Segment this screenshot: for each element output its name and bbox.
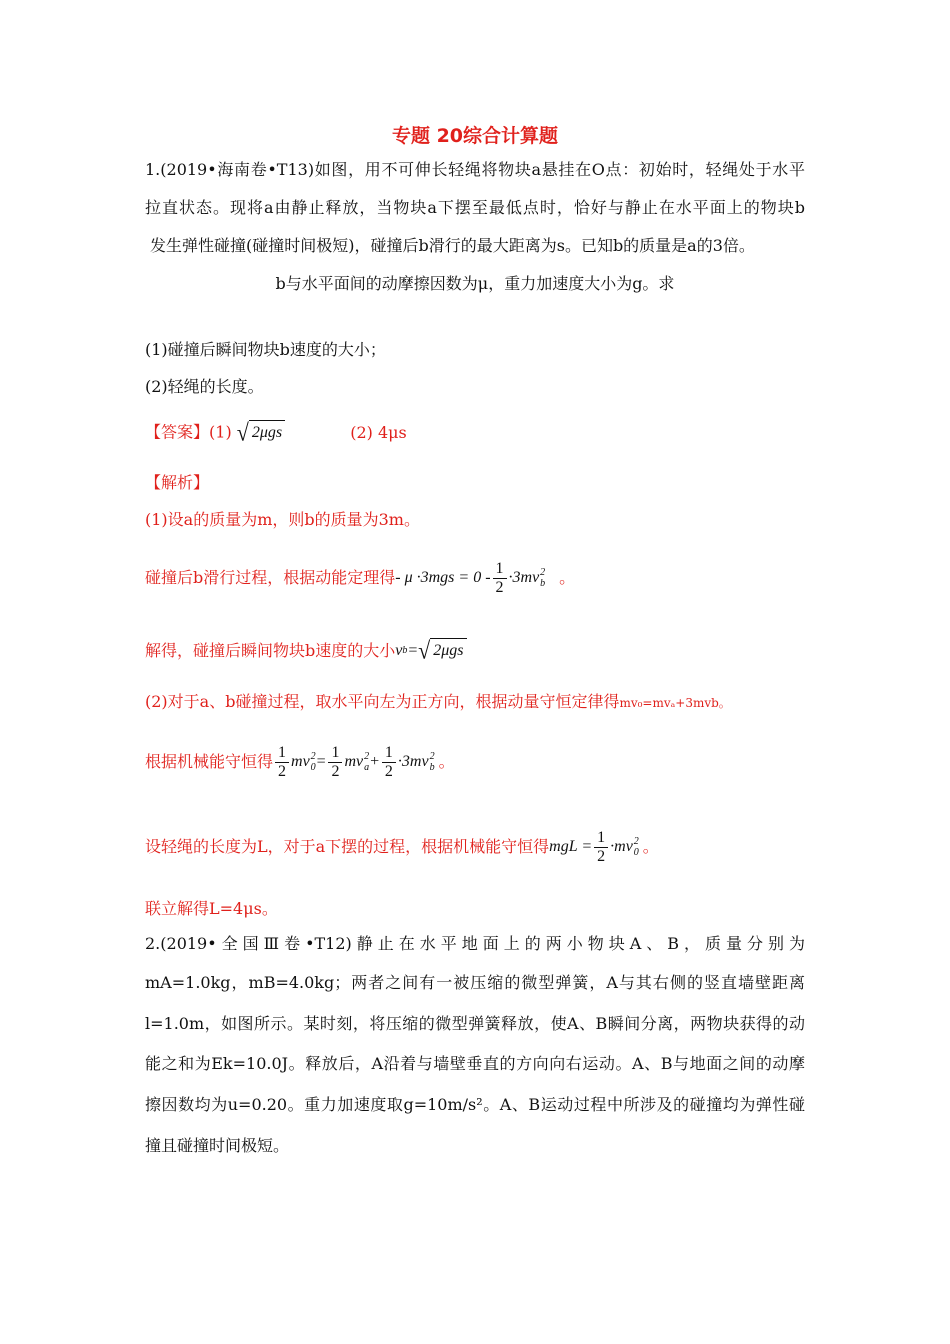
subscript: a [364,762,370,773]
fraction-numerator: 1 [275,744,289,763]
analysis-step-3 [145,638,467,664]
analysis-label: 【解析】 [145,473,210,492]
analysis-step-7: 联立解得L=4μs。 [145,899,278,918]
step-5-eq: = [315,753,327,770]
step-4-text: (2)对于a、b碰撞过程，取水平向左为正方向，根据动量守恒定律得 [145,692,620,711]
step-5-term-2: mv [344,753,364,770]
answer-part-2: (2) 4μs [350,422,407,442]
superscript: 2 [540,567,546,578]
superscript: 2 [633,836,639,847]
analysis-step-1: (1)设a的质量为m，则b的质量为3m。 [145,510,420,529]
superscript: 2 [429,751,435,762]
step-5-end: 。 [438,752,455,771]
step-6-fraction [594,829,608,866]
step-6-end: 。 [642,837,659,856]
analysis-step-2 [145,553,575,603]
step-3-v: v [395,642,403,659]
superscript: 2 [310,751,316,762]
answer-line [145,420,407,446]
subscript: 0 [310,762,316,773]
step-2-supsub [540,567,545,589]
subscript: b [540,578,546,589]
page-title: 专题 20综合计算题 [391,125,559,147]
subscript: 0 [633,847,639,858]
q2-line-6: 撞且碰撞时间极短。 [145,1136,290,1155]
superscript: 2 [364,751,370,762]
answer-label: 【答案】 [145,422,210,442]
step-2-lhs: - μ ·3mgs = 0 - [395,569,491,586]
step-3-eq: = [407,642,419,659]
fraction-numerator: 1 [328,744,342,763]
fraction-numerator: 1 [594,829,608,848]
analysis-step-6 [145,822,659,872]
step-6-supsub [634,836,639,858]
answer-sqrt: √ 2μgs [237,420,285,446]
q1-line-3: 发生弹性碰撞(碰撞时间极短)，碰撞后b滑行的最大距离为s。已知b的质量是a的3倍。 [150,236,755,255]
step-6-rhs: ·mv [610,838,633,855]
step-5-fraction-3 [382,744,396,781]
q1-part-1: (1)碰撞后瞬间物块b速度的大小； [145,340,386,359]
analysis-step-4 [145,690,731,715]
fraction-denominator: 2 [384,762,393,780]
fraction-numerator: 1 [493,560,507,579]
fraction-denominator: 2 [331,762,340,780]
step-3-sqrt-content: 2μgs [430,638,466,664]
analysis-step-5 [145,737,455,787]
step-3-sub: b [402,645,408,656]
step-6-text: 设轻绳的长度为L，对于a下摆的过程，根据机械能守恒得 [145,837,550,856]
step-2-text: 碰撞后b滑行过程，根据动能定理得 [145,568,396,587]
q2-line-5: 擦因数均为u=0.20。重力加速度取g=10m/s²。A、B运动过程中所涉及的碰撞均为弹性碰 [145,1095,805,1114]
fraction-denominator: 2 [278,762,287,780]
subscript: b [429,762,435,773]
step-5-term-3: ·3mv [397,753,429,770]
answer-sqrt-content: 2μgs [249,420,285,446]
step-5-term-1: mv [291,753,310,770]
step-5-supsub-3 [430,751,435,773]
step-5-fraction-2 [328,744,342,781]
step-2-fraction [493,560,507,597]
step-6-lhs: mgL = [549,838,593,855]
q1-line-1: 1.(2019•海南卷•T13)如图，用不可伸长轻绳将物块a悬挂在O点：初始时，轻绳处于水平 [145,160,805,179]
q2-line-1: 2.(2019•全国Ⅲ卷•T12)静止在水平地面上的两小物块A、B，质量分别为 [145,934,805,953]
step-4-equation: mv₀=mvₐ+3mvb。 [619,696,731,710]
q1-line-2: 拉直状态。现将a由静止释放，当物块a下摆至最低点时，恰好与静止在水平面上的物块b [145,198,805,217]
fraction-denominator: 2 [495,578,504,596]
q1-line-4: b与水平面间的动摩擦因数为μ，重力加速度大小为g。求 [275,274,675,293]
step-2-rhs: ·3mv [508,569,540,586]
step-3-text: 解得，碰撞后瞬间物块b速度的大小 [145,641,396,660]
q2-line-4: 能之和为Ek=10.0J。释放后，A沿着与墙壁垂直的方向向右运动。A、B与地面之间的动摩 [145,1054,805,1073]
q1-part-2: (2)轻绳的长度。 [145,377,264,396]
step-5-plus: + [369,753,380,770]
step-5-fraction-1 [275,744,289,781]
fraction-numerator: 1 [382,744,396,763]
step-5-text: 根据机械能守恒得 [145,752,274,771]
q2-line-3: l=1.0m，如图所示。某时刻，将压缩的微型弹簧释放，使A、B瞬间分离，两物块获得的动 [145,1014,805,1033]
answer-part-1-label: (1) [209,422,232,442]
step-3-sqrt: √ 2μgs [418,638,466,664]
step-2-end: 。 [559,568,576,587]
q2-line-2: mA=1.0kg，mB=4.0kg；两者之间有一被压缩的微型弹簧，A与其右侧的竖直墙壁距离 [145,973,805,992]
fraction-denominator: 2 [597,847,606,865]
